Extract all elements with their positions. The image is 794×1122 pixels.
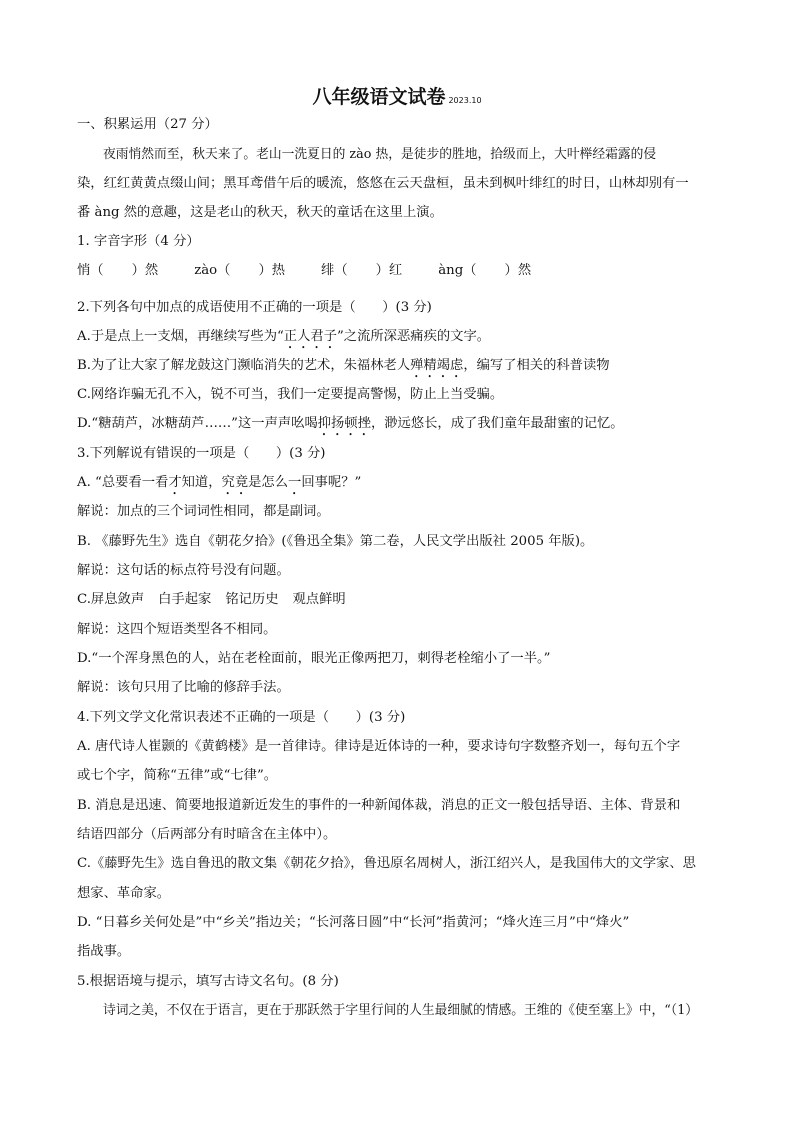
q2-a-dotted: 正人君子	[283, 329, 337, 344]
q3-a-text-end: 回事呢？”	[301, 475, 362, 490]
q2-a-text: A.于是点上一支烟，再继续写些为“	[77, 329, 284, 344]
q1-stem: 1. 字音字形（4 分）	[77, 234, 200, 249]
q4-option-a-line-1: A. 唐代诗人崔颢的《黄鹤楼》是一首律诗。律诗是近体诗的一种，要求诗句字数整齐划一，每句五个字	[77, 739, 681, 754]
q1-item-4-open: àng（	[438, 263, 477, 278]
q2-b-text: B.为了让大家了解龙鼓这门濒临消失的艺术，朱福林老人	[77, 358, 411, 373]
q3-c-note: 解说：这四个短语类型各不相同。	[77, 622, 277, 637]
q2-d-text-end: ，渺远悠长，成了我们童年最甜蜜的记忆。	[370, 416, 624, 431]
q5-line-1: 诗词之美，不仅在于语言，更在于那跃然于字里行间的人生最细腻的情感。王维的《使至塞上》中，“（1）	[103, 1003, 699, 1018]
q3-a-note: 解说：加点的三个词词性相同，都是副词。	[77, 504, 330, 519]
q3-a-text-3: 是怎么	[248, 475, 289, 490]
section-heading: 一、积累运用（27 分）	[77, 117, 218, 132]
title-text: 八年级语文试卷	[312, 86, 446, 108]
q2-b-text-end: ，编写了相关的科普读物	[463, 358, 610, 373]
q2-d-text: D.“糖葫芦，冰糖葫芦……”这一声声吆喝	[77, 416, 318, 431]
q3-c-phrase-3: 铭记历史	[225, 592, 279, 607]
q4-stem: 4.下列文学文化常识表述不正确的一项是（ ）(3 分)	[77, 710, 406, 725]
q2-a-text-end: ”之流所深恶痛疾的文字。	[336, 329, 491, 344]
q3-a-text-2: 知道，	[181, 475, 222, 490]
q1-item-2-close: ）热	[258, 263, 286, 278]
q4-option-b-line-1: B. 消息是迅速、简要地报道新近发生的事件的一种新闻体裁，消息的正文一般包括导语、主体、背景和	[77, 798, 681, 813]
q2-option-c: C.网络诈骗无孔不入，锐不可当，我们一定要提高警惕，防止上当受骗。	[77, 387, 504, 402]
passage-line-3: 番 àng 然的意趣，这是老山的秋天，秋天的童话在这里上演。	[77, 205, 443, 220]
page-title	[0, 82, 794, 109]
q1-item-3-open: 绯（	[321, 263, 348, 278]
q3-c-phrase-4: 观点鲜明	[292, 592, 346, 607]
q3-a-dotted-2: 究竟	[221, 475, 249, 490]
q3-option-a	[77, 473, 717, 498]
q3-a-dotted-1: 才	[168, 475, 182, 490]
q3-stem: 3.下列解说有错误的一项是（ ）(3 分)	[77, 446, 326, 461]
q1-item-3-close: ）红	[375, 263, 403, 278]
q3-a-text: A. “总要看一看	[77, 475, 169, 490]
q3-option-d: D.“一个浑身黑色的人，站在老栓面前，眼光正像两把刀，刺得老栓缩小了一半。”	[77, 651, 551, 666]
q4-option-b-line-2: 结语四部分（后两部分有时暗含在主体中）。	[77, 827, 337, 842]
q3-d-note: 解说：该句只用了比喻的修辞手法。	[77, 680, 290, 695]
q2-option-a	[77, 327, 717, 352]
q3-option-c	[77, 590, 717, 610]
q1-item-4-close: ）然	[504, 263, 532, 278]
q2-option-b	[77, 356, 717, 381]
q1-items	[77, 261, 717, 281]
q2-option-d	[77, 414, 717, 439]
q3-a-dotted-3: 一	[288, 475, 302, 490]
q2-d-dotted: 抑扬顿挫	[317, 416, 371, 431]
q1-item-1-open: 悄（	[77, 263, 104, 278]
passage-line-1: 夜雨悄然而至，秋天来了。老山一洗夏日的 zào 热，是徒步的胜地，拾级而上，大叶榉经霜露的侵	[103, 147, 657, 162]
q4-option-c-line-1: C.《藤野先生》选自鲁迅的散文集《朝花夕拾》，鲁迅原名周树人，浙江绍兴人，是我国伟大的文学家、思	[77, 856, 696, 871]
q1-item-1-close: ）然	[131, 263, 159, 278]
passage-line-2: 染，红红黄黄点缀山间；黑耳鸢借午后的暖流，悠悠在云天盘桓，虽未到枫叶绯红的时日，山林却别有一	[77, 176, 689, 191]
q3-c-phrase-1: C.屏息敛声	[77, 592, 145, 607]
q4-option-c-line-2: 想家、革命家。	[77, 886, 171, 901]
q3-b-note: 解说：这句话的标点符号没有问题。	[77, 563, 290, 578]
q5-stem: 5.根据语境与提示，填写古诗文名句。(8 分)	[77, 974, 339, 989]
q2-b-dotted: 殚精竭虑	[410, 358, 464, 373]
q3-c-phrase-2: 白手起家	[158, 592, 212, 607]
q4-option-d-line-1: D. “日暮乡关何处是”中“乡关”指边关；“长河落日圆”中“长河”指黄河；“烽火连三月”中“烽火”	[77, 915, 630, 930]
q2-stem: 2.下列各句中加点的成语使用不正确的一项是（ ）(3 分)	[77, 300, 432, 315]
q1-item-2-open: zào（	[194, 263, 231, 278]
exam-date: 2023.10	[448, 96, 482, 105]
q4-option-a-line-2: 或七个字，简称“五律”或“七律”。	[77, 768, 278, 783]
q3-option-b: B. 《藤野先生》选自《朝花夕拾》(《鲁迅全集》第二卷，人民文学出版社 2005 年版)。	[77, 534, 594, 549]
q4-option-d-line-2: 指战事。	[77, 944, 131, 959]
